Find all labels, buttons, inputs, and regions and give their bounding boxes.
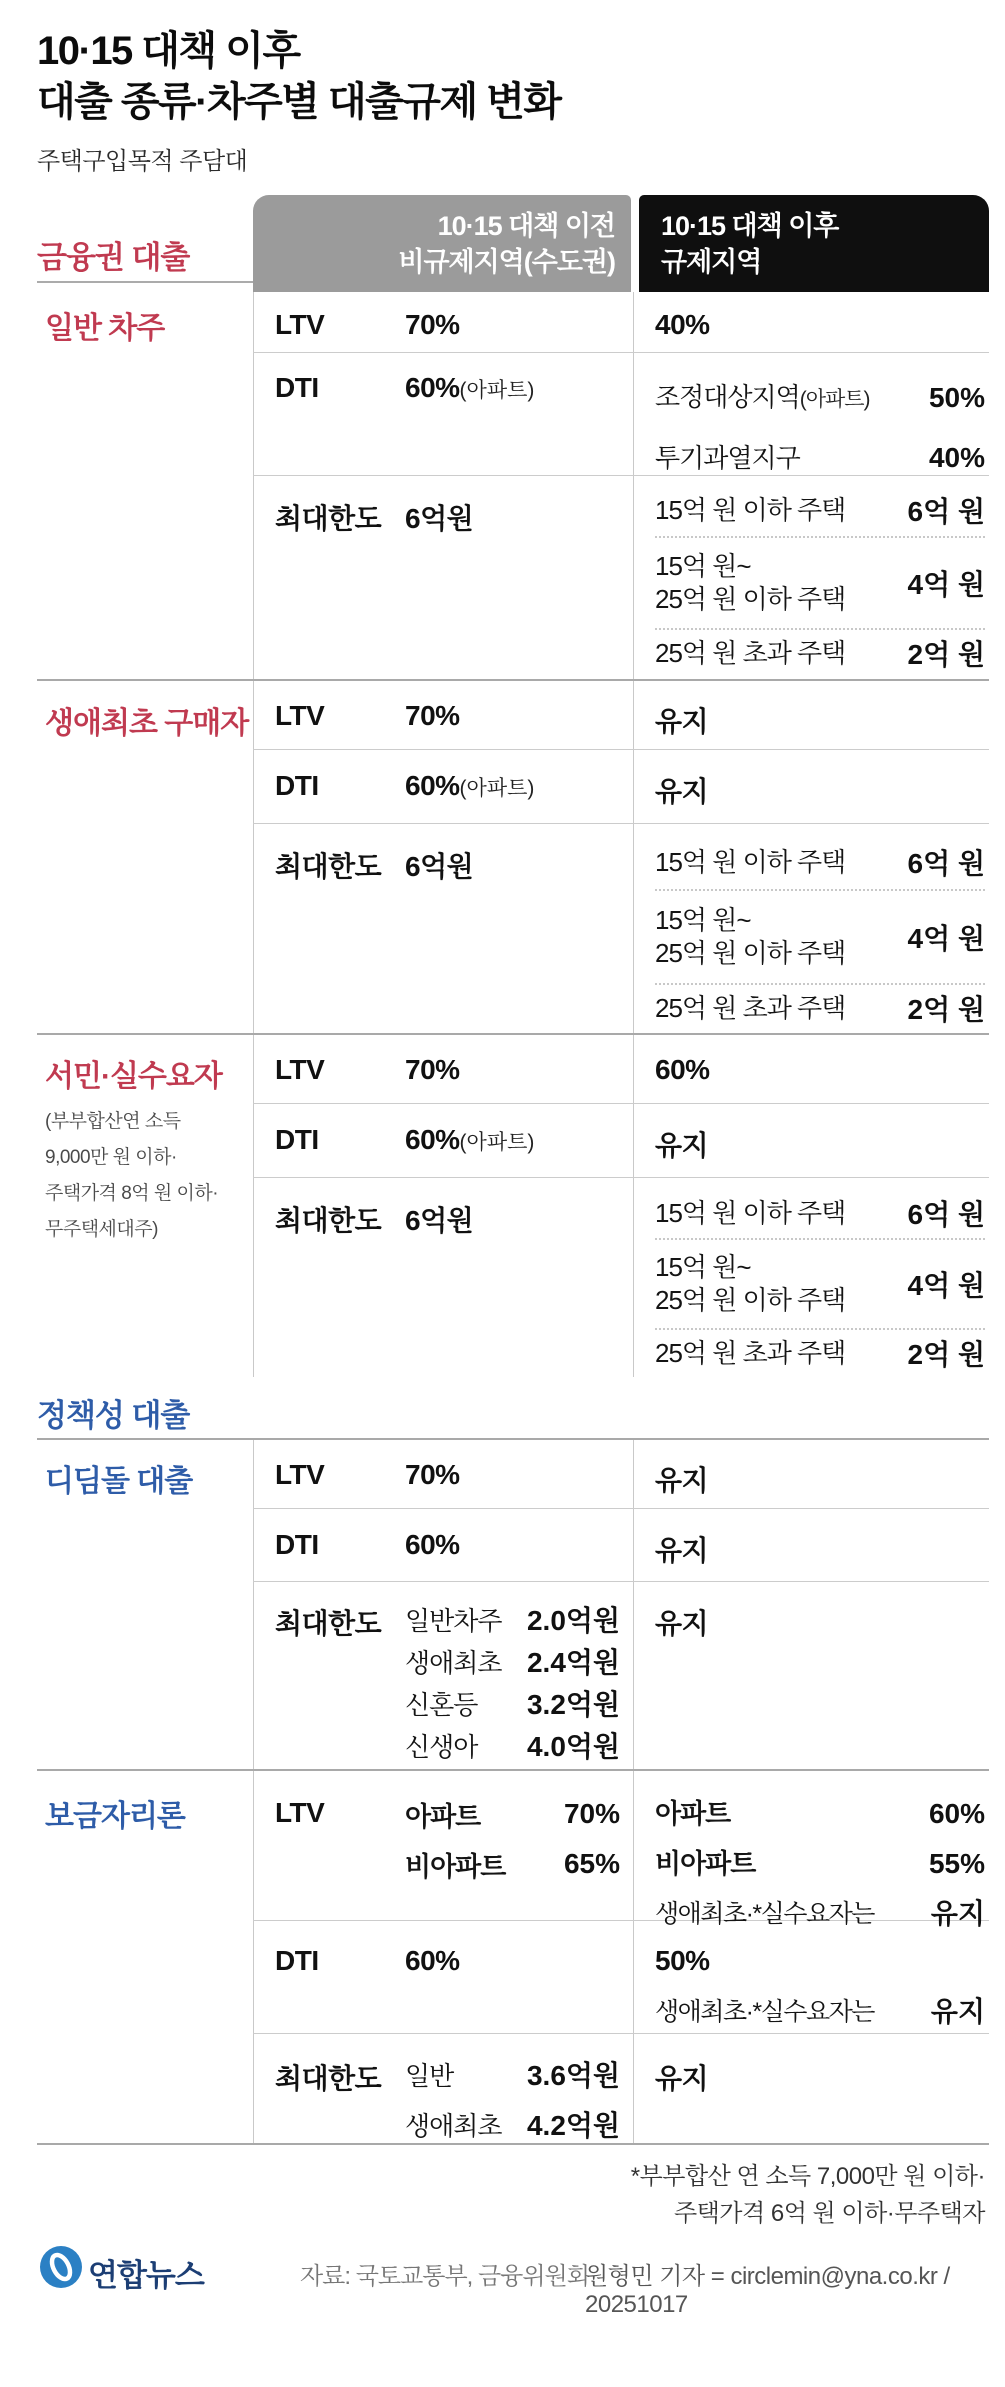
item-label: 신생아 [405, 1731, 478, 1762]
column-header-after-line2: 규제지역 [661, 247, 762, 277]
keep-note-value: 유지 [930, 1996, 985, 2027]
item-label: 비아파트 [655, 1848, 756, 1879]
first-dti-suffix: (아파트) [459, 777, 535, 800]
list-item [655, 835, 985, 889]
list-item [655, 428, 985, 488]
rowline [253, 1508, 989, 1509]
section-didimdol-label: 디딤돌 대출 [45, 1465, 193, 1498]
footnote-line2: 주택가격 6억 원 이하·무주택자 [673, 2200, 985, 2227]
column-header-before [253, 195, 631, 292]
first-dti-after: 유지 [655, 776, 709, 807]
column-header-after-line1: 10·15 대책 이후 [661, 211, 839, 241]
item-value: 4억 원 [907, 1270, 985, 1301]
item-label: 15억 원 이하 주택 [655, 846, 846, 877]
item-value: 4억 원 [907, 923, 985, 954]
footer-credit: 원형민 기자 = circlemin@yna.co.kr / 20251017 [585, 2263, 950, 2318]
section-lowinc-note [45, 1104, 245, 1248]
rowline [253, 2033, 989, 2034]
list-item [405, 2099, 620, 2149]
keep-note-prefix: 생애최초·*실수요자는 [655, 1900, 874, 1928]
note-line: 9,000만 원 이하· [45, 1147, 177, 1168]
grid-vline-mid-lower [633, 1438, 634, 2143]
lowinc-ltv-before: 70% [405, 1054, 460, 1085]
first-dti-attr: DTI [275, 770, 319, 801]
item-label: 15억 원 이하 주택 [655, 1197, 846, 1228]
section-bogeumjari-label: 보금자리론 [45, 1800, 185, 1833]
item-label: 생애최초 [405, 2110, 502, 2141]
bogeumjari-max-after: 유지 [655, 2063, 709, 2094]
column-header-after [639, 195, 989, 292]
item-value: 40% [928, 442, 985, 473]
didimdol-max-before-list [405, 1598, 620, 1766]
item-value: 6억 원 [907, 1199, 985, 1230]
item-label: 신혼등 [405, 1689, 478, 1720]
didimdol-ltv-before: 70% [405, 1459, 460, 1490]
lowinc-dti-attr: DTI [275, 1124, 319, 1155]
first-ltv-attr: LTV [275, 700, 325, 731]
column-header-before-line2: 비규제지역(수도권) [398, 247, 615, 277]
list-item [655, 628, 985, 676]
keep-note-line [655, 1889, 985, 1935]
lowinc-max-after-list [655, 1188, 985, 1376]
lowinc-dti-before: 60% [405, 1124, 460, 1155]
page-title-line2: 대출 종류·차주별 대출규제 변화 [37, 80, 561, 124]
note-line: 주택가격 8억 원 이하· [45, 1183, 219, 1204]
list-item [655, 536, 985, 628]
section-line [37, 1769, 989, 1771]
first-ltv-before: 70% [405, 700, 460, 731]
list-item [405, 1682, 620, 1724]
item-value: 4.2억원 [526, 2110, 620, 2141]
item-value: 60% [928, 1798, 985, 1829]
item-label: 조정대상지역(아파트) [655, 381, 870, 412]
footnote-line1: *부부합산 연 소득 7,000만 원 이하· [630, 2163, 985, 2190]
bogeumjari-dti-before: 60% [405, 1945, 460, 1976]
general-ltv-before: 70% [405, 309, 460, 340]
didimdol-dti-after: 유지 [655, 1535, 709, 1566]
list-item [405, 1640, 620, 1682]
footer-source: 자료: 국토교통부, 금융위원회 [300, 2263, 589, 2290]
lowinc-ltv-after: 60% [655, 1054, 710, 1085]
list-item [405, 1839, 620, 1889]
list-item [655, 1789, 985, 1839]
item-label: 25억 원 초과 주택 [655, 992, 846, 1023]
section-general-label: 일반 차주 [45, 312, 165, 345]
list-item [655, 484, 985, 536]
page-title-line1: 10·15 대책 이후 [37, 29, 300, 73]
grid-vline-left-upper [253, 292, 254, 1377]
bogeumjari-dti-after: 50% [655, 1945, 710, 1976]
item-value: 4억 원 [907, 569, 985, 600]
lowinc-max-attr: 최대한도 [275, 1205, 382, 1236]
item-value: 70% [563, 1798, 620, 1829]
section-line [37, 1438, 989, 1440]
item-label: 일반 [405, 2060, 454, 2091]
item-value: 2억 원 [907, 994, 985, 1025]
item-label: 25억 원 초과 주택 [655, 637, 846, 668]
first-dti-before-cell [405, 770, 534, 802]
list-item [655, 1328, 985, 1376]
bogeumjari-ltv-before-list [405, 1789, 620, 1889]
didimdol-max-after: 유지 [655, 1608, 709, 1639]
category-finance-underline [37, 281, 253, 283]
footnote [253, 2158, 985, 2232]
bogeumjari-dti-attr: DTI [275, 1945, 319, 1976]
general-dti-before: 60% [405, 372, 460, 403]
general-dti-after-list [655, 368, 985, 488]
list-item [405, 2049, 620, 2099]
item-value: 55% [928, 1848, 985, 1879]
page-title [37, 26, 560, 128]
didimdol-max-attr: 최대한도 [275, 1608, 382, 1639]
lowinc-dti-after: 유지 [655, 1130, 709, 1161]
rowline [253, 1581, 989, 1582]
keep-note-prefix: 생애최초·*실수요자는 [655, 1998, 874, 2026]
general-ltv-after: 40% [655, 309, 710, 340]
rowline [253, 352, 989, 353]
general-max-after-list [655, 484, 985, 676]
category-finance-label: 금융권 대출 [37, 240, 190, 275]
lowinc-ltv-attr: LTV [275, 1054, 325, 1085]
footer-brand: 연합뉴스 [88, 2258, 204, 2293]
list-item [655, 889, 985, 983]
first-max-after-list [655, 835, 985, 1031]
lowinc-dti-suffix: (아파트) [459, 1131, 535, 1154]
didimdol-ltv-after: 유지 [655, 1465, 709, 1496]
item-value: 4.0억원 [526, 1731, 620, 1762]
rowline [253, 823, 989, 824]
item-value: 3.6억원 [526, 2060, 620, 2091]
item-value: 65% [563, 1848, 620, 1879]
general-ltv-attr: LTV [275, 309, 325, 340]
category-policy-label: 정책성 대출 [37, 1398, 190, 1433]
didimdol-dti-before: 60% [405, 1529, 460, 1560]
item-label: 15억 원~ 25억 원 이하 주택 [655, 905, 846, 968]
didimdol-ltv-attr: LTV [275, 1459, 325, 1490]
lowinc-dti-before-cell [405, 1124, 534, 1156]
item-label: 아파트 [655, 1798, 731, 1829]
item-label: 25억 원 초과 주택 [655, 1337, 846, 1368]
list-item [655, 1188, 985, 1238]
note-line: 무주택세대주) [45, 1219, 158, 1240]
list-item [655, 1238, 985, 1328]
item-label: 투기과열지구 [655, 442, 800, 473]
first-max-before: 6억원 [405, 851, 474, 882]
general-max-before: 6억원 [405, 503, 474, 534]
general-dti-attr: DTI [275, 372, 319, 403]
first-max-attr: 최대한도 [275, 851, 382, 882]
page-subtitle: 주택구입목적 주담대 [37, 148, 248, 175]
rowline [253, 749, 989, 750]
item-label: 생애최초 [405, 1647, 502, 1678]
keep-note-value: 유지 [930, 1898, 985, 1929]
rowline [253, 1177, 989, 1178]
rowline [253, 1103, 989, 1104]
first-dti-before: 60% [405, 770, 460, 801]
item-label: 15억 원 이하 주택 [655, 494, 846, 525]
general-max-attr: 최대한도 [275, 503, 382, 534]
lowinc-max-before: 6억원 [405, 1205, 474, 1236]
didimdol-dti-attr: DTI [275, 1529, 319, 1560]
list-item [405, 1789, 620, 1839]
item-value: 50% [928, 382, 985, 413]
grid-vline-mid-upper [633, 292, 634, 1377]
item-label: 일반차주 [405, 1605, 502, 1636]
item-value: 2억 원 [907, 639, 985, 670]
item-value: 3.2억원 [526, 1689, 620, 1720]
bogeumjari-ltv-attr: LTV [275, 1797, 325, 1828]
list-item [655, 1839, 985, 1889]
first-ltv-after: 유지 [655, 706, 709, 737]
section-line [37, 1033, 989, 1035]
general-dti-before-cell [405, 372, 534, 404]
note-line: (부부합산연 소득 [45, 1111, 181, 1132]
column-header-before-line1: 10·15 대책 이전 [437, 211, 615, 241]
item-label: 15억 원~ 25억 원 이하 주택 [655, 1252, 846, 1315]
section-line [37, 679, 989, 681]
bogeumjari-ltv-after-list [655, 1789, 985, 1935]
bogeumjari-max-before-list [405, 2049, 620, 2149]
item-value: 2.4억원 [526, 1647, 620, 1678]
bogeumjari-max-attr: 최대한도 [275, 2063, 382, 2094]
grid-vline-left-lower [253, 1438, 254, 2143]
list-item [405, 1724, 620, 1766]
list-item [655, 983, 985, 1031]
list-item [405, 1598, 620, 1640]
item-value: 6억 원 [907, 496, 985, 527]
general-dti-suffix: (아파트) [459, 379, 535, 402]
bogeumjari-dti-after-cell [655, 1945, 985, 2033]
item-label: 아파트 [405, 1801, 481, 1832]
section-lowinc-label: 서민·실수요자 [45, 1060, 222, 1093]
item-value: 2억 원 [907, 1339, 985, 1370]
keep-note-line [655, 1987, 985, 2033]
item-value: 6억 원 [907, 848, 985, 879]
item-value: 2.0억원 [526, 1605, 620, 1636]
section-first-label: 생애최초 구매자 [45, 707, 249, 740]
yonhap-logo-icon [40, 2246, 82, 2288]
item-label: 15억 원~ 25억 원 이하 주택 [655, 551, 846, 614]
item-label: 비아파트 [405, 1851, 506, 1882]
list-item [655, 368, 985, 428]
